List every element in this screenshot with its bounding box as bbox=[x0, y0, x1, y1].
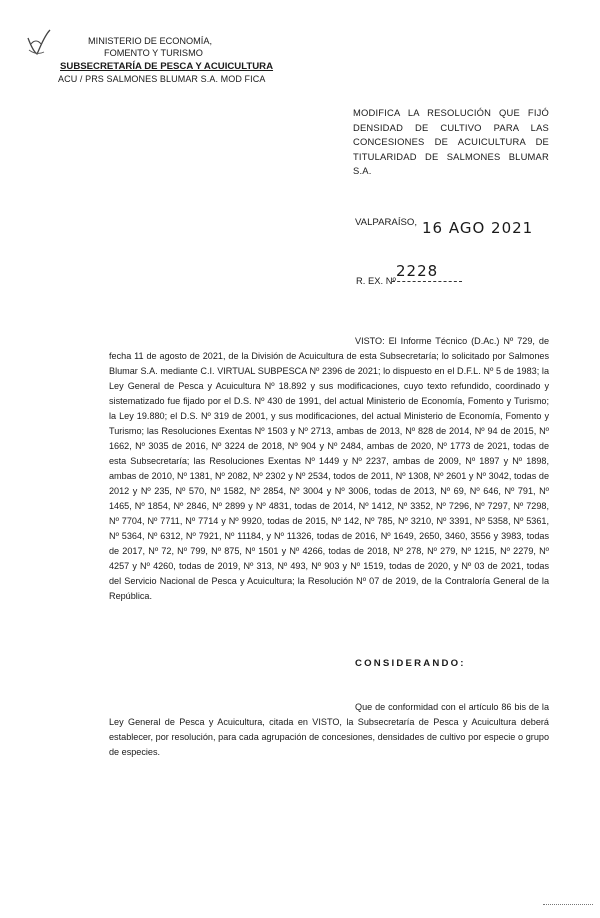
considerando-heading: CONSIDERANDO: bbox=[355, 658, 466, 669]
resolution-label: R. EX. Nº bbox=[356, 275, 396, 286]
subsecretaria-title: SUBSECRETARÍA DE PESCA Y ACUICULTURA bbox=[60, 61, 274, 72]
ministry-line-1: MINISTERIO DE ECONOMÍA, bbox=[88, 36, 213, 46]
resolution-number-underline bbox=[392, 281, 462, 282]
footer-mark bbox=[543, 904, 593, 905]
considerando-paragraph-1: Que de conformidad con el artículo 86 bis de la Ley General de Pesca y Acuicultura, citada en VISTO, la Subsecretaría de Pesca y Acuicultura deberá establecer, por resolución, para cada agrupación de concesiones, densidades de cultivo por especie o grupo de especies. bbox=[109, 702, 549, 757]
resolution-subject: MODIFICA LA RESOLUCIÓN QUE FIJÓ DENSIDAD DE CULTIVO PARA LAS CONCESIONES DE ACUICULTURA DE TITULARIDAD DE SALMONES BLUMAR S.A. bbox=[353, 107, 549, 177]
resolution-number: 2228 bbox=[396, 262, 439, 280]
reference-code: ACU / PRS SALMONES BLUMAR S.A. MOD FICA bbox=[58, 74, 266, 84]
date-stamp: 16 AGO 2021 bbox=[422, 219, 534, 237]
visto-paragraph: VISTO: El Informe Técnico (D.Ac.) Nº 729, de fecha 11 de agosto de 2021, de la División de Acuicultura de esta Subsecretaría; lo solicitado por Salmones Blumar S.A. mediante C.I. VIRTUAL SUBPESCA Nº 2396 de 2021; lo dispuesto en el D.F.L. Nº 5 de 1983; la Ley General de Pesca y Acuicultura Nº 18.892 y sus modificaciones, cuyo texto refundido, coordinado y sistematizado fue fijado por el D.S. Nº 430 de 1991, del actual Ministerio de Economía, Fomento y Turismo; la Ley 19.880; el D.S. Nº 319 de 2001, y sus modificaciones, del actual Ministerio de Economía, Fomento y Turismo; las Resoluciones Exentas Nº 1503 y Nº 2713, ambas de 2013, Nº 828 de 2014, Nº 94 de 2015, Nº 1662, Nº 3035 de 2016, Nº 3224 de 2018, Nº 904 y Nº 2484, ambas de 2020, Nº 1773 de 2021, todas de esta Subsecretaría; las Resoluciones Exentas Nº 1449 y Nº 2237, ambas de 2009, Nº 1897 y Nº 1898, ambas de 2010, Nº 1381, Nº 2082, Nº 2302 y Nº 2534, todos de 2011, Nº 1308, Nº 2601 y Nº 3042, todas de 2012 y Nº 235, Nº 570, Nº 1582, Nº 2854, Nº 3004 y Nº 3006, todas de 2013, Nº 69, Nº 646, Nº 791, Nº 1465, Nº 1854, Nº 2846, Nº 2899 y Nº 4831, todas de 2014, Nº 1412, Nº 3352, Nº 7296, Nº 7297, Nº 7298, Nº 7704, Nº 7711, Nº 7714 y Nº 9920, todas de 2015, Nº 142, Nº 785, Nº 3210, Nº 3391, Nº 5358, Nº 5361, Nº 5364, Nº 6312, Nº 7921, Nº 11184, y Nº 11326, todas de 2016, Nº 1649, 2650, 3460, 3556 y 3983, todas de 2017, Nº 72, Nº 799, Nº 875, Nº 1501 y Nº 4266, todas de 2018, Nº 278, Nº 279, Nº 1215, Nº 2279, Nº 4257 y Nº 4260, todas de 2019, Nº 313, Nº 493, Nº 903 y Nº 1519, todas de 2020, y Nº 03 de 2021, todas del Servicio Nacional de Pesca y Acuicultura; la Resolución Nº 07 de 2019, de la Contraloría General de la República. bbox=[109, 336, 549, 601]
handwritten-initials bbox=[26, 28, 52, 58]
place-label: VALPARAÍSO, bbox=[355, 217, 418, 228]
ministry-line-2: FOMENTO Y TURISMO bbox=[104, 48, 203, 58]
